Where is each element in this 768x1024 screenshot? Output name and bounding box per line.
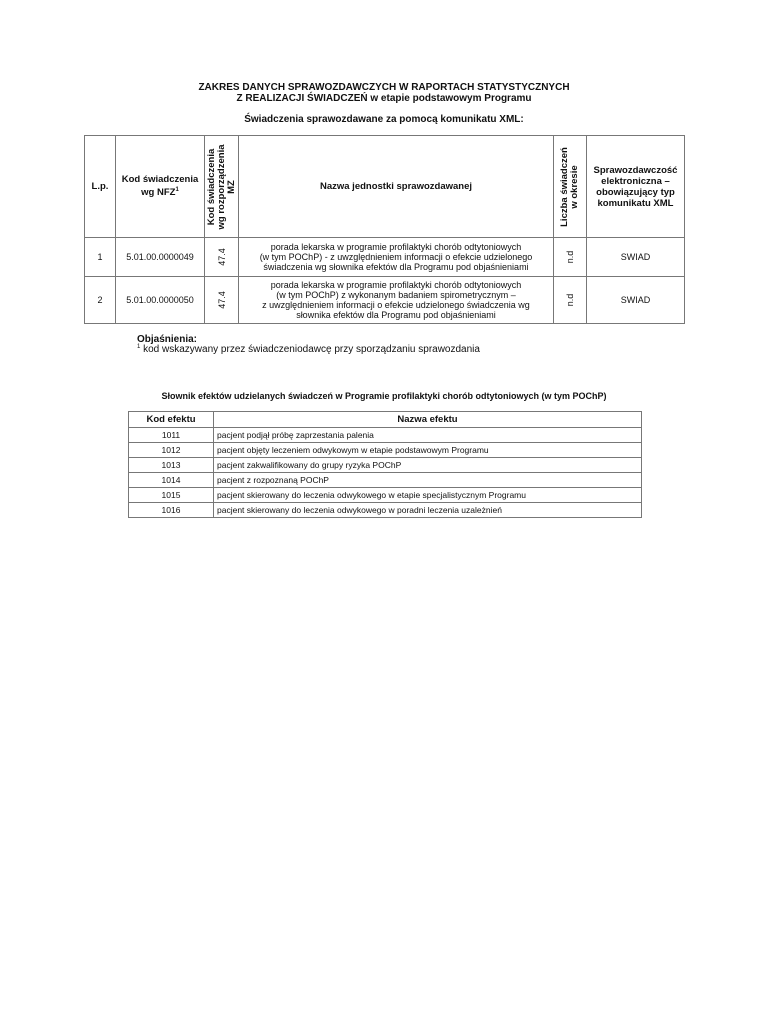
table-row [129, 503, 642, 518]
effect-code: 1014 [129, 473, 214, 488]
dictionary-title: Słownik efektów udzielanych świadczeń w Programie profilaktyki chorób odtytoniowych (w tym POChP) [161, 391, 607, 401]
effect-code: 1011 [129, 428, 214, 443]
header-spraw-line1: Sprawozdawczość [593, 164, 678, 176]
effect-name: pacjent z rozpoznaną POChP [214, 473, 642, 488]
row-nazwa-line: (w tym POChP) - z uwzględnieniem informacji o efekcie udzielonego [259, 252, 533, 262]
row-kod-nfz: 5.01.00.0000049 [116, 238, 205, 277]
header-kod-mz-line3: MZ [225, 179, 237, 194]
table-row [85, 277, 685, 324]
dictionary-header-code: Kod efektu [129, 412, 214, 428]
row-kod-mz-text: 47.4 [216, 248, 227, 266]
header-kod-nfz-line2: wg NFZ [141, 187, 176, 199]
dictionary-header [129, 412, 642, 428]
header-lp: L.p. [85, 136, 116, 238]
table-row [129, 488, 642, 503]
row-lp: 2 [85, 277, 116, 324]
services-table-header [85, 136, 685, 238]
notes-body: kod wskazywany przez świadczeniodawcę przy sporządzaniu sprawozdania [143, 344, 480, 355]
header-liczba-line1: Liczba świadczeń [559, 146, 570, 227]
header-sprawozdawczosc [587, 136, 685, 238]
header-spraw-line3: obowiązujący typ [596, 186, 675, 198]
effect-code: 1012 [129, 443, 214, 458]
effects-dictionary-table [128, 411, 642, 518]
row-kod-mz [205, 238, 239, 277]
document-title-line1: ZAKRES DANYCH SPRAWOZDAWCZYCH W RAPORTACH STATYSTYCZNYCH [198, 82, 570, 93]
row-nazwa-line: porada lekarska w programie profilaktyki chorób odtytoniowych [270, 242, 522, 252]
header-kod-nfz-sup: 1 [175, 187, 179, 194]
row-nazwa-line: świadczenia wg słownika efektów dla Programu pod objaśnieniami [263, 262, 529, 272]
header-kod-mz [205, 136, 239, 238]
header-spraw-line2: elektroniczna – [601, 175, 670, 187]
document-subtitle: Świadczenia sprawozdawane za pomocą komunikatu XML: [244, 114, 524, 125]
row-kod-mz-text: 47.4 [216, 291, 227, 309]
row-liczba-text: n.d [565, 293, 575, 307]
table-row [129, 473, 642, 488]
dictionary-header-name: Nazwa efektu [214, 412, 642, 428]
row-nazwa-line: z uwzględnieniem informacji o efekcie udzielonego świadczenia wg [262, 300, 530, 310]
table-row [129, 458, 642, 473]
header-liczba-line2: w okresie [569, 164, 580, 209]
row-liczba [554, 238, 587, 277]
row-nazwa [239, 277, 554, 324]
table-row [129, 443, 642, 458]
notes-text [137, 344, 480, 355]
header-kod-mz-line1: Kod świadczenia [205, 148, 217, 225]
row-typ: SWIAD [587, 277, 685, 324]
header-kod-mz-line2: wg rozporządzenia [215, 144, 227, 229]
row-kod-mz [205, 277, 239, 324]
effect-name: pacjent skierowany do leczenia odwykowego w poradni leczenia uzależnień [214, 503, 642, 518]
row-nazwa-line: słownika efektów dla Programu pod objaśnieniami [296, 310, 496, 320]
notes-title: Objaśnienia: [137, 334, 198, 345]
table-row [129, 428, 642, 443]
effect-name: pacjent zakwalifikowany do grupy ryzyka POChP [214, 458, 642, 473]
row-nazwa [239, 238, 554, 277]
effect-name: pacjent skierowany do leczenia odwykowego w etapie specjalistycznym Programu [214, 488, 642, 503]
row-typ: SWIAD [587, 238, 685, 277]
table-row [85, 238, 685, 277]
row-lp: 1 [85, 238, 116, 277]
row-kod-nfz: 5.01.00.0000050 [116, 277, 205, 324]
header-kod-nfz-line1: Kod świadczenia [121, 174, 199, 186]
row-liczba-text: n.d [565, 250, 575, 264]
header-kod-mz-text [207, 144, 237, 229]
header-liczba [554, 136, 587, 238]
row-nazwa-line: porada lekarska w programie profilaktyki chorób odtytoniowych [270, 280, 522, 290]
effect-name: pacjent podjął próbę zaprzestania palenia [214, 428, 642, 443]
row-nazwa-line: (w tym POChP) z wykonanym badaniem spirometrycznym – [276, 290, 516, 300]
effect-code: 1013 [129, 458, 214, 473]
document-title-line2: Z REALIZACJI ŚWIADCZEŃ w etapie podstawowym Programu [236, 93, 532, 104]
services-table [84, 135, 685, 324]
header-spraw-line4: komunikatu XML [597, 197, 674, 209]
row-liczba [554, 277, 587, 324]
effect-code: 1016 [129, 503, 214, 518]
notes-sup: 1 [137, 344, 141, 350]
header-nazwa: Nazwa jednostki sprawozdawanej [239, 136, 554, 238]
effect-code: 1015 [129, 488, 214, 503]
header-kod-nfz [116, 136, 205, 238]
header-liczba-text [560, 147, 580, 227]
effect-name: pacjent objęty leczeniem odwykowym w etapie podstawowym Programu [214, 443, 642, 458]
